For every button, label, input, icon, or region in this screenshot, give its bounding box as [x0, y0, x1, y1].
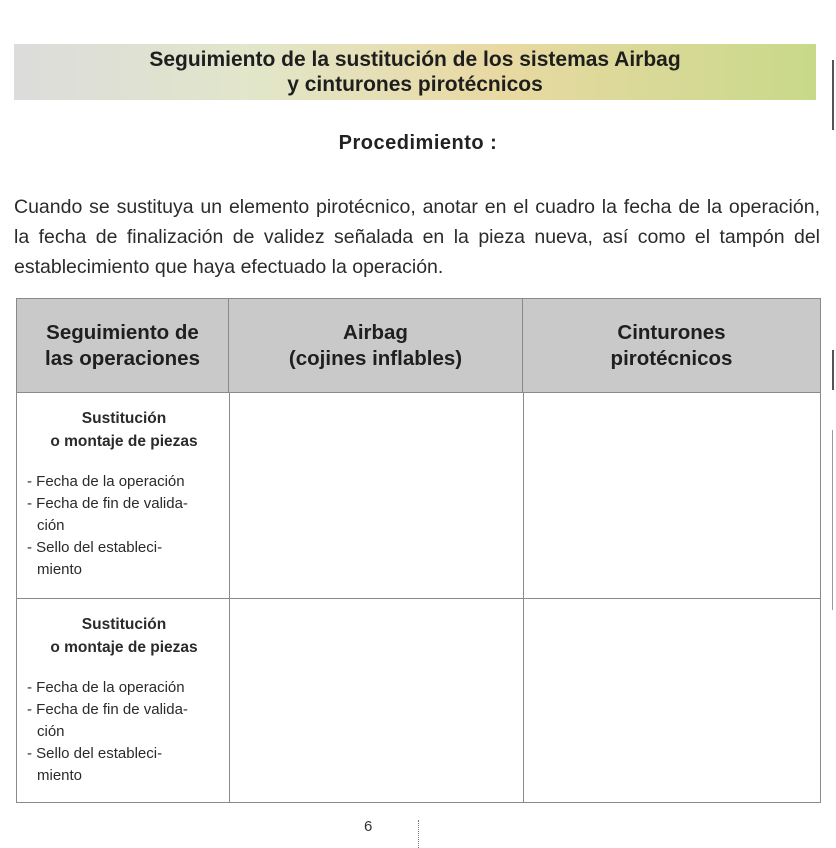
- row-1-item-date: - Fecha de la operación: [27, 473, 185, 490]
- row-2-airbag-cell: [230, 599, 523, 802]
- intro-paragraph: Cuando se sustituya un elemento pirotécnico, anotar en el cuadro la fecha de la operación, la fecha de finalización de validez señalada en la pieza nueva, así como el tampón del establecimiento que haya efectuado la operación.: [14, 196, 820, 278]
- row-2-item-expiry: - Fecha de fin de valida-: [27, 701, 188, 718]
- row-1-title-line-2: o montaje de piezas: [50, 433, 198, 450]
- page-number: 6: [364, 818, 373, 835]
- row-2-belts-cell: [524, 599, 820, 802]
- header-operations: [17, 299, 229, 392]
- tracking-table: [16, 298, 821, 803]
- row-2-item-expiry-cont: ción: [37, 723, 65, 740]
- row-1-item-expiry-cont: ción: [37, 517, 65, 534]
- row-1-airbag-cell: [230, 393, 523, 598]
- header-airbag-line-1: Airbag: [343, 320, 408, 344]
- row-1-title-line-1: Sustitución: [81, 410, 167, 427]
- row-2-title: [27, 613, 221, 659]
- header-airbag: [229, 299, 523, 392]
- header-airbag-line-2: (cojines inflables): [288, 346, 463, 370]
- row-2-item-date: - Fecha de la operación: [27, 679, 185, 696]
- row-1-item-stamp-cont: miento: [37, 561, 83, 578]
- header-belts-line-2: pirotécnicos: [610, 346, 733, 370]
- row-2-item-stamp: - Sello del estableci-: [27, 745, 163, 762]
- title-line-1: Seguimiento de la sustitución de los sistemas Airbag: [149, 48, 681, 71]
- scan-edge-mark-1: [832, 60, 834, 130]
- header-belts-line-1: Cinturones: [617, 320, 726, 344]
- row-1-label-cell: [17, 393, 229, 598]
- row-2-title-line-1: Sustitución: [81, 616, 167, 633]
- header-operations-line-1: Seguimiento de: [46, 320, 199, 344]
- title-line-2: y cinturones pirotécnicos: [287, 73, 543, 96]
- row-1-title: [27, 407, 221, 453]
- page-fold-mark: [418, 820, 419, 848]
- row-1-belts-cell: [524, 393, 820, 598]
- procedure-heading: Procedimiento :: [338, 132, 498, 154]
- scan-edge-mark-2: [832, 350, 834, 390]
- row-1-item-stamp: - Sello del estableci-: [27, 539, 163, 556]
- row-2-label-cell: [17, 599, 229, 802]
- scan-edge-mark-3: [832, 430, 833, 610]
- title-banner: [14, 44, 816, 100]
- row-1-item-expiry: - Fecha de fin de valida-: [27, 495, 188, 512]
- row-2-item-stamp-cont: miento: [37, 767, 83, 784]
- header-belts: [523, 299, 820, 392]
- header-operations-line-2: las operaciones: [45, 346, 200, 370]
- row-2-title-line-2: o montaje de piezas: [50, 639, 198, 656]
